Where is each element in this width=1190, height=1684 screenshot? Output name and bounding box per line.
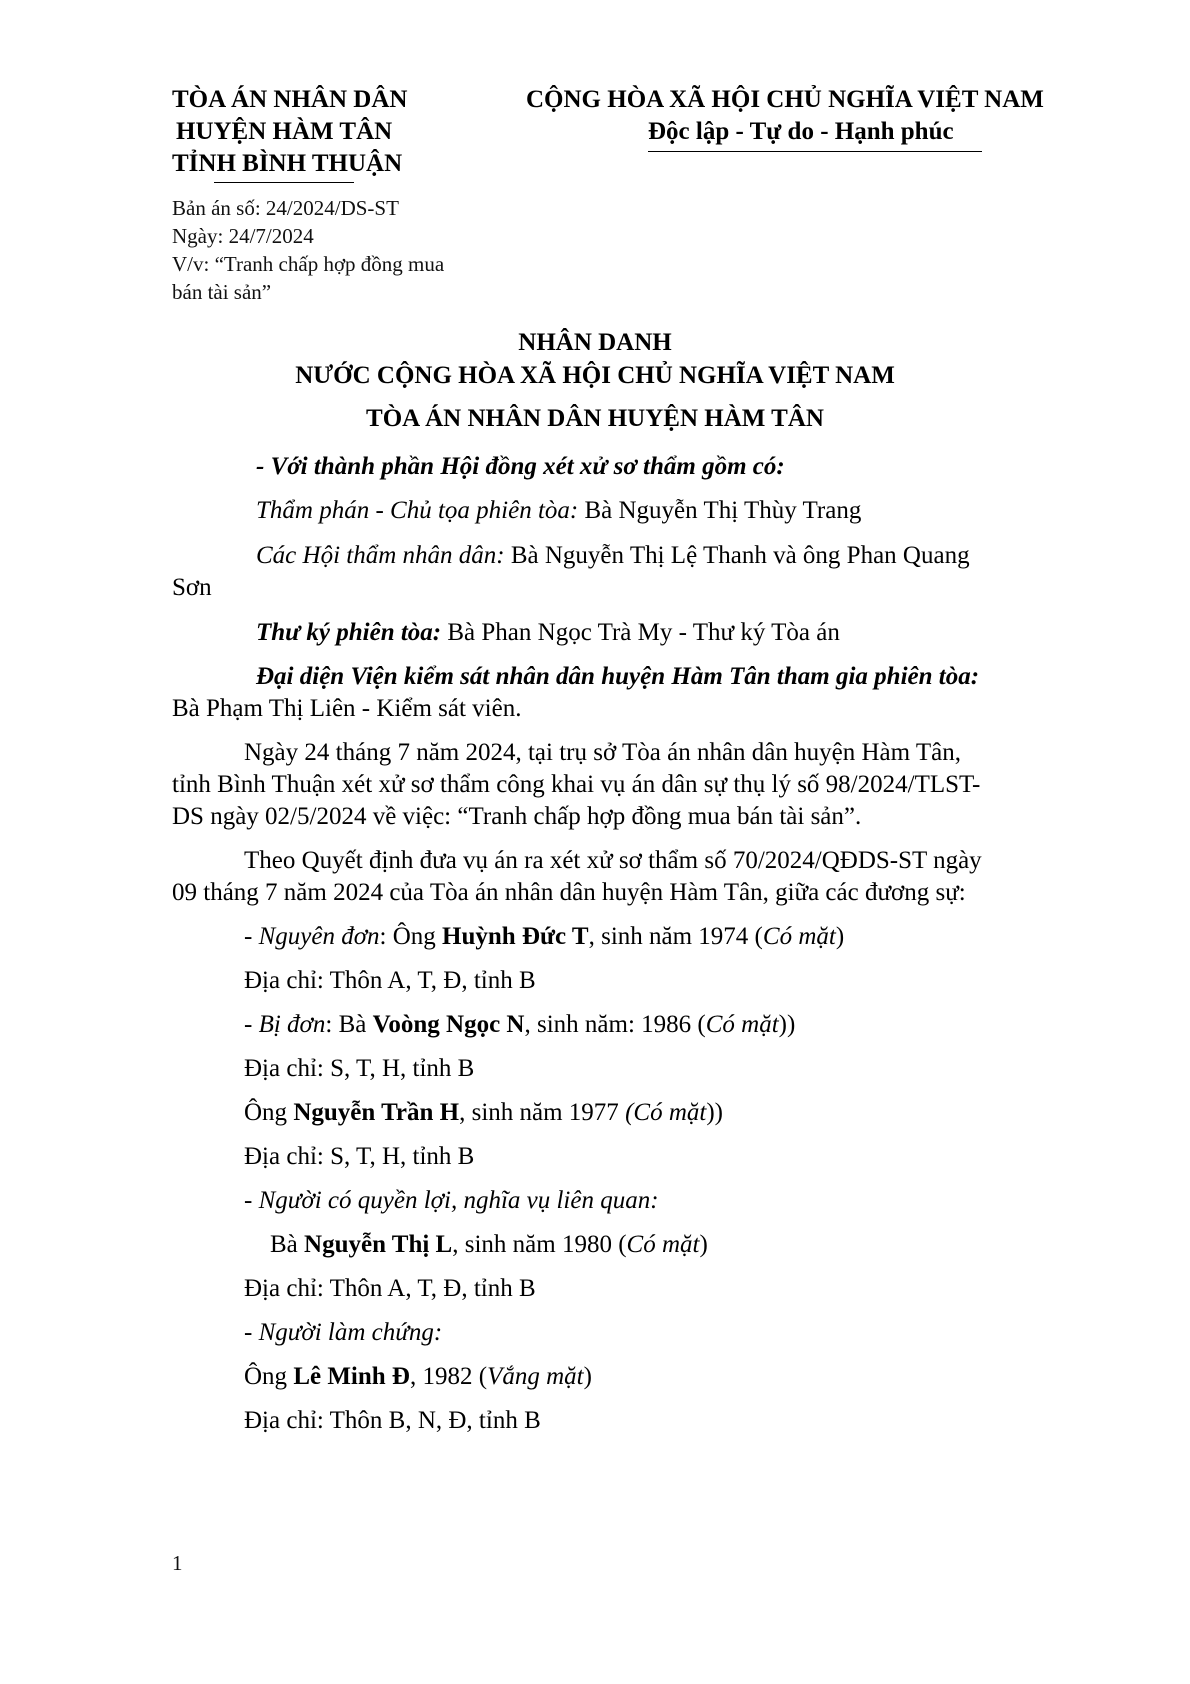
title-in-the-name: NHÂN DANH	[518, 329, 672, 356]
defendant-label: Bị đơn	[258, 1011, 326, 1038]
court-name-underline	[214, 182, 354, 183]
defendant-prefix: -	[244, 1011, 259, 1038]
plaintiff-prefix: -	[244, 923, 259, 950]
related-label: Người có quyền lợi, nghĩa vụ liên quan:	[258, 1187, 659, 1214]
case-subject-line1: V/v: “Tranh chấp hợp đồng mua	[172, 252, 445, 276]
judge-value: Bà Nguyễn Thị Thùy Trang	[578, 497, 862, 524]
plaintiff-label: Nguyên đơn	[258, 923, 380, 950]
judge-label: Thẩm phán - Chủ tọa phiên tòa:	[256, 497, 579, 524]
witness-status: Vắng mặt	[487, 1363, 584, 1390]
related-prefix: -	[244, 1187, 259, 1214]
defendant-name: Voòng Ngọc N	[372, 1011, 525, 1038]
clerk-label: Thư ký phiên tòa:	[256, 619, 442, 646]
paragraph1-line1: Ngày 24 tháng 7 năm 2024, tại trụ sở Tòa án nhân dân huyện Hàm Tân,	[244, 739, 962, 766]
clerk-line	[256, 617, 840, 649]
court-name-line3: TỈNH BÌNH THUẬN	[172, 150, 403, 177]
related-pre: Bà	[270, 1231, 305, 1258]
national-title: CỘNG HÒA XÃ HỘI CHỦ NGHĨA VIỆT NAM	[526, 86, 1044, 113]
title-court: TÒA ÁN NHÂN DÂN HUYỆN HÀM TÂN	[366, 405, 824, 432]
case-date: Ngày: 24/7/2024	[172, 224, 314, 248]
defendant-pre: : Bà	[325, 1011, 373, 1038]
witness-post: , 1982 (	[410, 1363, 488, 1390]
paragraph2-line1: Theo Quyết định đưa vụ án ra xét xử sơ thẩm số 70/2024/QĐDS-ST ngày	[244, 847, 982, 874]
defendant2-pre: Ông	[244, 1099, 294, 1126]
court-name-line2: HUYỆN HÀM TÂN	[176, 118, 393, 145]
national-motto: Độc lập - Tự do - Hạnh phúc	[648, 118, 954, 145]
case-subject-line2: bán tài sản”	[172, 280, 272, 304]
case-number: Bản án số: 24/2024/DS-ST	[172, 196, 399, 220]
witness-label: Người làm chứng:	[258, 1319, 443, 1346]
assessors-label: Các Hội thẩm nhân dân:	[256, 542, 505, 569]
plaintiff-status: Có mặt	[762, 923, 836, 950]
title-republic: NƯỚC CỘNG HÒA XÃ HỘI CHỦ NGHĨA VIỆT NAM	[295, 362, 895, 389]
plaintiff-line	[244, 921, 844, 953]
related-party-heading	[244, 1185, 659, 1217]
plaintiff-address: Địa chỉ: Thôn A, T, Đ, tỉnh B	[244, 967, 536, 994]
defendant2-status: (Có mặt	[625, 1099, 707, 1126]
defendant-post: , sinh năm: 1986 (	[524, 1011, 706, 1038]
assessors-line2: Sơn	[172, 574, 212, 601]
paragraph2-line2: 09 tháng 7 năm 2024 của Tòa án nhân dân huyện Hàm Tân, giữa các đương sự:	[172, 879, 966, 906]
witness-name: Lê Minh Đ	[293, 1363, 410, 1390]
judge-line	[256, 495, 861, 527]
national-motto-underline	[648, 151, 982, 152]
defendant-close: ))	[778, 1011, 796, 1038]
assessors-value: Bà Nguyễn Thị Lệ Thanh và ông Phan Quang	[504, 542, 970, 569]
related-name: Nguyễn Thị L	[304, 1231, 453, 1258]
related-close: )	[699, 1231, 708, 1258]
related-address: Địa chỉ: Thôn A, T, Đ, tỉnh B	[244, 1275, 536, 1302]
defendant-address: Địa chỉ: S, T, H, tỉnh B	[244, 1055, 475, 1082]
witness-close: )	[583, 1363, 592, 1390]
defendant-line	[244, 1009, 795, 1041]
assessors-line	[256, 540, 970, 572]
witness-line	[244, 1361, 592, 1393]
witness-heading	[244, 1317, 442, 1349]
paragraph1-line3: DS ngày 02/5/2024 về việc: “Tranh chấp hợp đồng mua bán tài sản”.	[172, 803, 862, 830]
witness-address: Địa chỉ: Thôn B, N, Đ, tỉnh B	[244, 1407, 541, 1434]
paragraph1-line2: tỉnh Bình Thuận xét xử sơ thẩm công khai vụ án dân sự thụ lý số 98/2024/TLST-	[172, 771, 981, 798]
witness-prefix: -	[244, 1319, 259, 1346]
clerk-value: Bà Phan Ngọc Trà My - Thư ký Tòa án	[441, 619, 840, 646]
defendant2-name: Nguyễn Trần H	[293, 1099, 460, 1126]
defendant-status: Có mặt	[705, 1011, 779, 1038]
plaintiff-pre: : Ông	[379, 923, 443, 950]
related-post: , sinh năm 1980 (	[452, 1231, 627, 1258]
plaintiff-name: Huỳnh Đức T	[442, 923, 589, 950]
plaintiff-post: , sinh năm 1974 (	[588, 923, 763, 950]
court-name-line1: TÒA ÁN NHÂN DÂN	[172, 86, 408, 113]
witness-pre: Ông	[244, 1363, 294, 1390]
procuracy-value: Bà Phạm Thị Liên - Kiểm sát viên.	[172, 695, 522, 722]
plaintiff-close: )	[835, 923, 845, 950]
procuracy-label: Đại diện Viện kiểm sát nhân dân huyện Hàm Tân tham gia phiên tòa:	[256, 663, 980, 690]
page-number: 1	[172, 1551, 183, 1575]
related-status: Có mặt	[626, 1231, 700, 1258]
defendant2-post: , sinh năm 1977	[459, 1099, 626, 1126]
defendant2-address: Địa chỉ: S, T, H, tỉnh B	[244, 1143, 475, 1170]
related-party-line	[270, 1229, 708, 1261]
defendant2-close: ))	[706, 1099, 723, 1126]
panel-heading: - Với thành phần Hội đồng xét xử sơ thẩm gồm có:	[256, 453, 785, 480]
defendant2-line	[244, 1097, 723, 1129]
